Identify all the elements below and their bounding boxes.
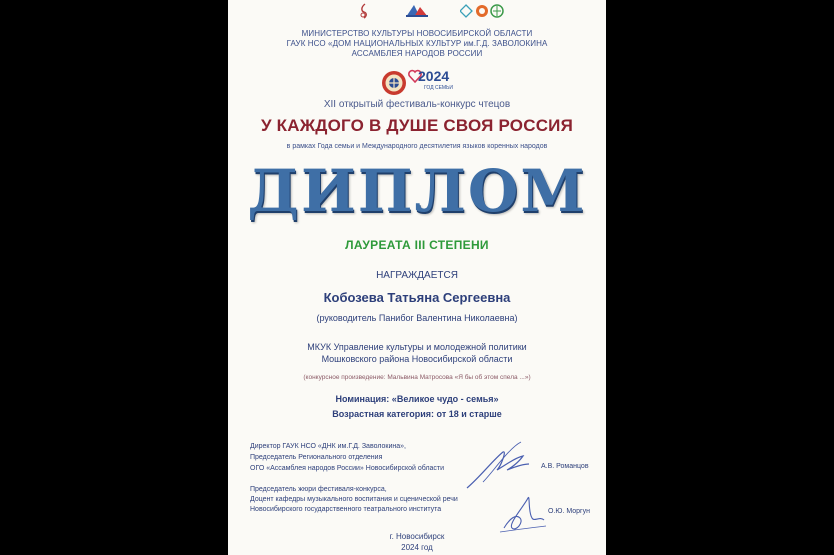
diploma-document [228,0,606,555]
header-logos [228,3,606,19]
festival-title: У КАЖДОГО В ДУШЕ СВОЯ РОССИЯ [260,116,574,135]
festival-subtitle: XII открытый фестиваль-конкурс чтецов [323,99,511,110]
organization [228,341,606,365]
signatory-1-line-3: ОГО «Ассамблея народов России» Новосибирской области [250,465,445,472]
ministry-header [228,29,606,59]
signatory-1-title [250,441,444,474]
nomination: Номинация: «Великое чудо - семья» [335,394,499,404]
year-badge-caption: ГОД СЕМЬИ [424,85,453,91]
age-category: Возрастная категория: от 18 и старше [332,409,502,419]
music-note-logo-icon [358,3,370,19]
place-and-year [228,531,606,553]
competition-work: (конкурсное произведение: Мальвина Матросова «Я бы об этом спела ...») [303,374,531,381]
signatory-1-line-2: Председатель Регионального отделения [250,454,383,461]
signatory-2-line-2: Доцент кафедры музыкального воспитания и сценической речи [250,496,458,503]
ornament-logos-icon [460,4,504,18]
assembly-emblem-icon [381,70,407,96]
year-badge-number: 2024 [418,68,450,84]
diploma-heading: ДИПЛОМ [247,157,587,225]
supervisor-line: (руководитель Панибог Валентина Николаевна) [316,313,518,323]
signature-1 [463,440,533,492]
ministry-line-3: АССАМБЛЕЯ НАРОДОВ РОССИИ [351,49,483,58]
framework-line: в рамках Года семьи и Международного десятилетия языков коренных народов [286,143,548,150]
emblems-row [378,68,468,96]
issue-year: 2024 год [401,543,433,552]
signatory-2-line-1: Председатель жюри фестиваля-конкурса, [250,486,387,493]
signatory-1-name: А.В. Романцов [541,463,589,470]
ministry-line-2: ГАУК НСО «ДОМ НАЦИОНАЛЬНЫХ КУЛЬТУР им.Г.Д. ЗАВОЛОКИНА [286,39,548,48]
ministry-line-1: МИНИСТЕРСТВО КУЛЬТУРЫ НОВОСИБИРСКОЙ ОБЛАСТИ [301,29,533,38]
organization-line-2: Мошковского района Новосибирской области [321,354,513,364]
signatory-2-title [250,485,458,515]
signatory-1-line-1: Директор ГАУК НСО «ДНК им.Г.Д. Заволокина», [250,443,406,450]
flag-logo-icon [406,5,430,17]
signatory-2-line-3: Новосибирского государственного театрального института [250,506,442,513]
awarded-label: НАГРАЖДАЕТСЯ [376,270,458,281]
organization-line-1: МКУК Управление культуры и молодежной политики [307,342,527,352]
recipient-name: Кобозева Татьяна Сергеевна [323,290,511,305]
signatory-2-name: О.Ю. Моргун [548,508,590,515]
laureate-degree: ЛАУРЕАТА III СТЕПЕНИ [345,238,489,252]
city: г. Новосибирск [389,532,445,541]
